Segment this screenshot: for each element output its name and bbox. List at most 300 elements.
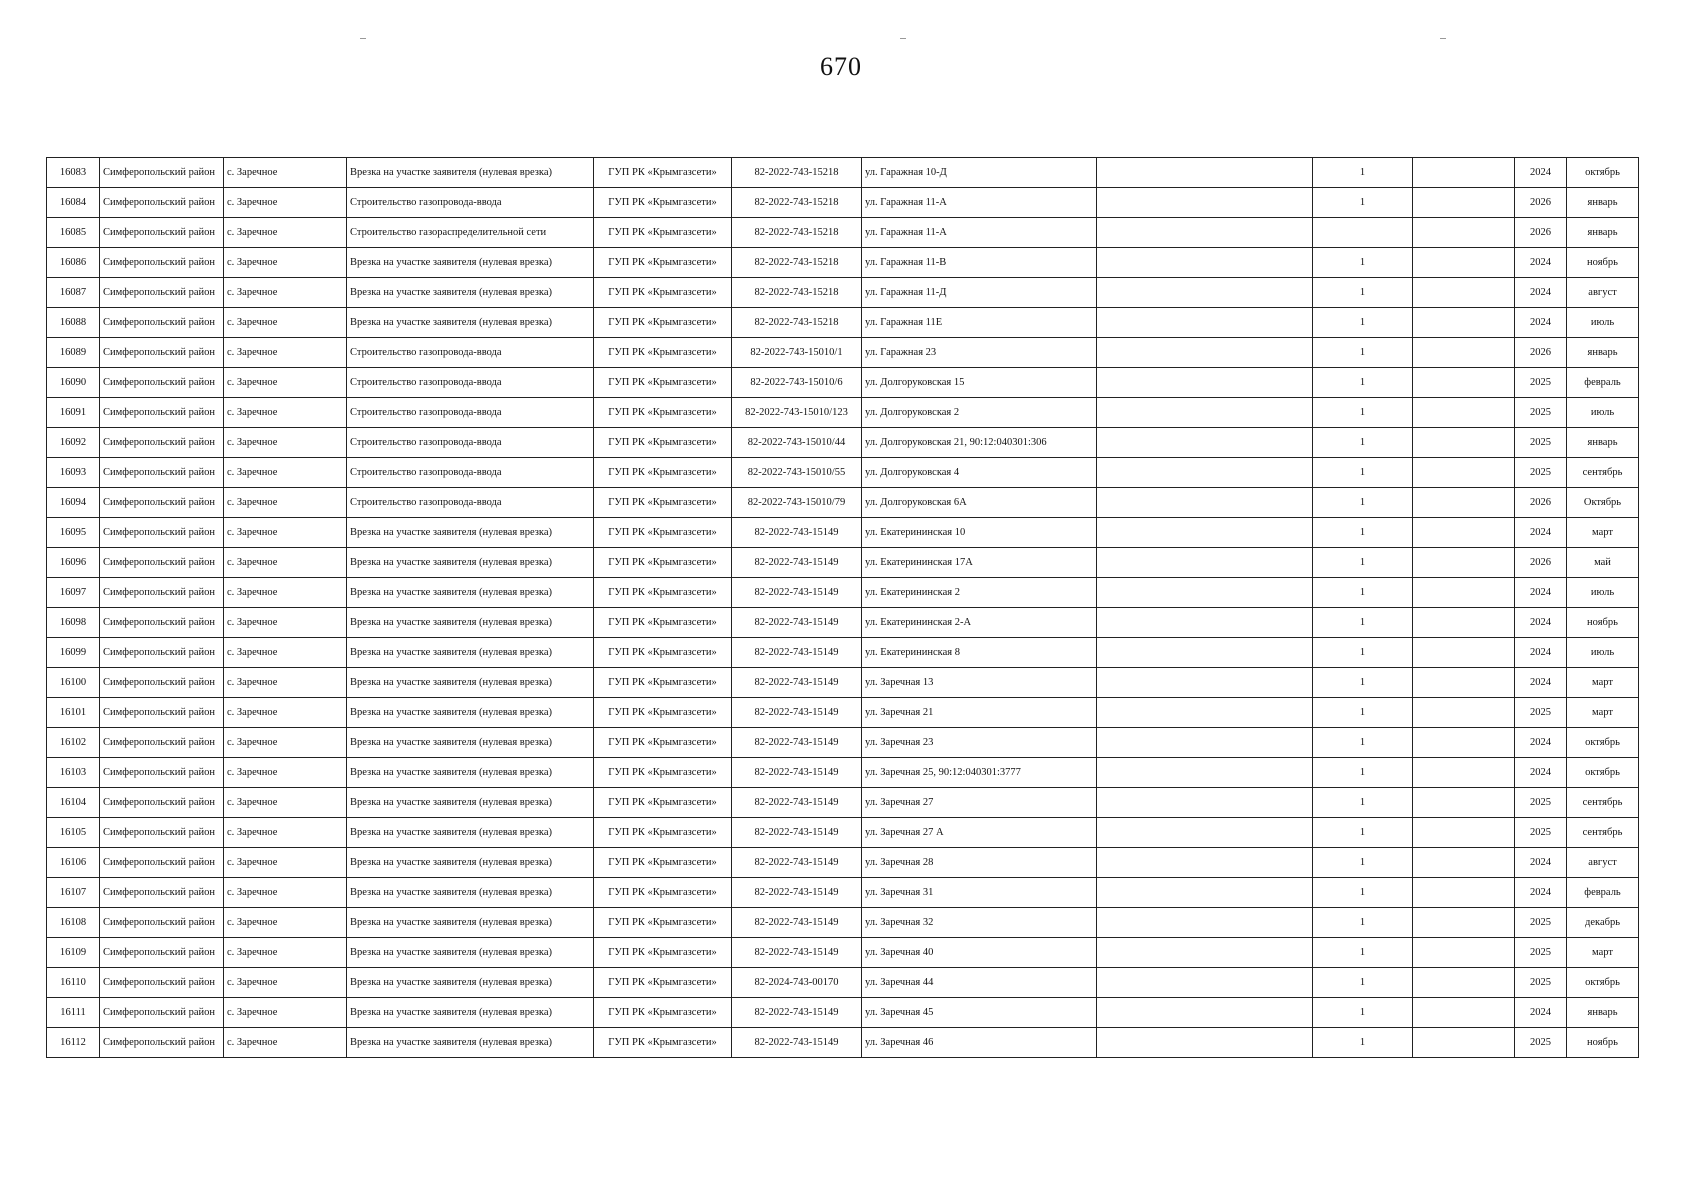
district-cell: Симферопольский район: [100, 938, 224, 968]
organization-cell: ГУП РК «Крымгазсети»: [594, 638, 732, 668]
district-cell: Симферопольский район: [100, 518, 224, 548]
organization-cell: ГУП РК «Крымгазсети»: [594, 248, 732, 278]
row-number-cell: 16087: [47, 278, 100, 308]
settlement-cell: с. Заречное: [224, 788, 347, 818]
scan-speck: [360, 38, 366, 39]
work-type-cell: Врезка на участке заявителя (нулевая врезка): [347, 248, 594, 278]
row-number-cell: 16096: [47, 548, 100, 578]
work-type-cell: Строительство газопровода-ввода: [347, 488, 594, 518]
year-cell: 2026: [1515, 488, 1567, 518]
work-type-cell: Врезка на участке заявителя (нулевая врезка): [347, 578, 594, 608]
work-type-cell: Врезка на участке заявителя (нулевая врезка): [347, 938, 594, 968]
month-cell: август: [1567, 848, 1639, 878]
application-code-cell: 82-2022-743-15149: [732, 638, 862, 668]
address-cell: ул. Долгоруковская 4: [862, 458, 1097, 488]
address-cell: ул. Гаражная 11-А: [862, 218, 1097, 248]
settlement-cell: с. Заречное: [224, 698, 347, 728]
application-code-cell: 82-2022-743-15149: [732, 1028, 862, 1058]
organization-cell: ГУП РК «Крымгазсети»: [594, 848, 732, 878]
row-number-cell: 16109: [47, 938, 100, 968]
district-cell: Симферопольский район: [100, 998, 224, 1028]
work-type-cell: Врезка на участке заявителя (нулевая врезка): [347, 608, 594, 638]
district-cell: Симферопольский район: [100, 338, 224, 368]
settlement-cell: с. Заречное: [224, 668, 347, 698]
table-row: [47, 848, 1639, 878]
year-cell: 2026: [1515, 188, 1567, 218]
settlement-cell: с. Заречное: [224, 548, 347, 578]
table-row: [47, 668, 1639, 698]
address-cell: ул. Гаражная 23: [862, 338, 1097, 368]
table-row: [47, 1028, 1639, 1058]
organization-cell: ГУП РК «Крымгазсети»: [594, 488, 732, 518]
blank-cell: [1413, 518, 1515, 548]
blank-cell: [1097, 338, 1313, 368]
district-cell: Симферопольский район: [100, 188, 224, 218]
settlement-cell: с. Заречное: [224, 608, 347, 638]
application-code-cell: 82-2022-743-15149: [732, 518, 862, 548]
organization-cell: ГУП РК «Крымгазсети»: [594, 578, 732, 608]
blank-cell: [1413, 818, 1515, 848]
organization-cell: ГУП РК «Крымгазсети»: [594, 458, 732, 488]
table-row: [47, 248, 1639, 278]
application-code-cell: 82-2022-743-15218: [732, 248, 862, 278]
organization-cell: ГУП РК «Крымгазсети»: [594, 158, 732, 188]
settlement-cell: с. Заречное: [224, 398, 347, 428]
district-cell: Симферопольский район: [100, 1028, 224, 1058]
blank-cell: [1413, 878, 1515, 908]
month-cell: октябрь: [1567, 758, 1639, 788]
application-code-cell: 82-2022-743-15010/123: [732, 398, 862, 428]
address-cell: ул. Заречная 31: [862, 878, 1097, 908]
blank-cell: [1413, 968, 1515, 998]
work-type-cell: Врезка на участке заявителя (нулевая врезка): [347, 758, 594, 788]
row-number-cell: 16110: [47, 968, 100, 998]
blank-cell: [1097, 788, 1313, 818]
quantity-cell: 1: [1313, 698, 1413, 728]
address-cell: ул. Заречная 45: [862, 998, 1097, 1028]
blank-cell: [1097, 188, 1313, 218]
blank-cell: [1097, 278, 1313, 308]
work-type-cell: Врезка на участке заявителя (нулевая врезка): [347, 998, 594, 1028]
district-cell: Симферопольский район: [100, 278, 224, 308]
address-cell: ул. Екатерининская 17А: [862, 548, 1097, 578]
table-row: [47, 818, 1639, 848]
year-cell: 2025: [1515, 398, 1567, 428]
application-code-cell: 82-2022-743-15218: [732, 158, 862, 188]
application-code-cell: 82-2022-743-15010/6: [732, 368, 862, 398]
organization-cell: ГУП РК «Крымгазсети»: [594, 668, 732, 698]
application-code-cell: 82-2024-743-00170: [732, 968, 862, 998]
application-code-cell: 82-2022-743-15149: [732, 908, 862, 938]
month-cell: май: [1567, 548, 1639, 578]
district-cell: Симферопольский район: [100, 698, 224, 728]
organization-cell: ГУП РК «Крымгазсети»: [594, 548, 732, 578]
district-cell: Симферопольский район: [100, 308, 224, 338]
blank-cell: [1097, 608, 1313, 638]
work-type-cell: Врезка на участке заявителя (нулевая врезка): [347, 1028, 594, 1058]
blank-cell: [1097, 1028, 1313, 1058]
work-type-cell: Строительство газопровода-ввода: [347, 188, 594, 218]
blank-cell: [1097, 578, 1313, 608]
district-cell: Симферопольский район: [100, 488, 224, 518]
table-row: [47, 908, 1639, 938]
district-cell: Симферопольский район: [100, 668, 224, 698]
work-type-cell: Врезка на участке заявителя (нулевая врезка): [347, 788, 594, 818]
table-row: [47, 968, 1639, 998]
blank-cell: [1413, 458, 1515, 488]
application-code-cell: 82-2022-743-15149: [732, 668, 862, 698]
year-cell: 2025: [1515, 938, 1567, 968]
address-cell: ул. Гаражная 11-В: [862, 248, 1097, 278]
table-row: [47, 728, 1639, 758]
organization-cell: ГУП РК «Крымгазсети»: [594, 518, 732, 548]
blank-cell: [1097, 248, 1313, 278]
blank-cell: [1413, 428, 1515, 458]
application-code-cell: 82-2022-743-15010/1: [732, 338, 862, 368]
table-row: [47, 398, 1639, 428]
work-type-cell: Врезка на участке заявителя (нулевая врезка): [347, 818, 594, 848]
quantity-cell: 1: [1313, 518, 1413, 548]
quantity-cell: 1: [1313, 938, 1413, 968]
address-cell: ул. Долгоруковская 2: [862, 398, 1097, 428]
settlement-cell: с. Заречное: [224, 638, 347, 668]
application-code-cell: 82-2022-743-15010/44: [732, 428, 862, 458]
row-number-cell: 16084: [47, 188, 100, 218]
row-number-cell: 16088: [47, 308, 100, 338]
blank-cell: [1413, 548, 1515, 578]
year-cell: 2026: [1515, 218, 1567, 248]
address-cell: ул. Заречная 25, 90:12:040301:3777: [862, 758, 1097, 788]
quantity-cell: 1: [1313, 848, 1413, 878]
table-row: [47, 608, 1639, 638]
district-cell: Симферопольский район: [100, 878, 224, 908]
month-cell: июль: [1567, 308, 1639, 338]
table-row: [47, 788, 1639, 818]
year-cell: 2024: [1515, 308, 1567, 338]
organization-cell: ГУП РК «Крымгазсети»: [594, 428, 732, 458]
blank-cell: [1413, 728, 1515, 758]
address-cell: ул. Заречная 46: [862, 1028, 1097, 1058]
blank-cell: [1097, 158, 1313, 188]
work-type-cell: Врезка на участке заявителя (нулевая врезка): [347, 878, 594, 908]
year-cell: 2024: [1515, 998, 1567, 1028]
blank-cell: [1097, 548, 1313, 578]
blank-cell: [1413, 248, 1515, 278]
application-code-cell: 82-2022-743-15218: [732, 308, 862, 338]
blank-cell: [1097, 938, 1313, 968]
quantity-cell: 1: [1313, 908, 1413, 938]
table-row: [47, 458, 1639, 488]
quantity-cell: 1: [1313, 548, 1413, 578]
register-table: [46, 157, 1639, 1058]
blank-cell: [1413, 398, 1515, 428]
settlement-cell: с. Заречное: [224, 368, 347, 398]
settlement-cell: с. Заречное: [224, 278, 347, 308]
application-code-cell: 82-2022-743-15149: [732, 848, 862, 878]
district-cell: Симферопольский район: [100, 458, 224, 488]
month-cell: март: [1567, 698, 1639, 728]
organization-cell: ГУП РК «Крымгазсети»: [594, 698, 732, 728]
organization-cell: ГУП РК «Крымгазсети»: [594, 938, 732, 968]
table-row: [47, 758, 1639, 788]
table-row: [47, 338, 1639, 368]
district-cell: Симферопольский район: [100, 608, 224, 638]
blank-cell: [1097, 968, 1313, 998]
row-number-cell: 16091: [47, 398, 100, 428]
organization-cell: ГУП РК «Крымгазсети»: [594, 878, 732, 908]
row-number-cell: 16090: [47, 368, 100, 398]
settlement-cell: с. Заречное: [224, 728, 347, 758]
year-cell: 2024: [1515, 248, 1567, 278]
address-cell: ул. Заречная 21: [862, 698, 1097, 728]
blank-cell: [1097, 458, 1313, 488]
quantity-cell: 1: [1313, 428, 1413, 458]
month-cell: июль: [1567, 578, 1639, 608]
row-number-cell: 16099: [47, 638, 100, 668]
application-code-cell: 82-2022-743-15218: [732, 218, 862, 248]
blank-cell: [1097, 668, 1313, 698]
blank-cell: [1097, 878, 1313, 908]
address-cell: ул. Заречная 27 А: [862, 818, 1097, 848]
district-cell: Симферопольский район: [100, 848, 224, 878]
application-code-cell: 82-2022-743-15149: [732, 998, 862, 1028]
year-cell: 2024: [1515, 758, 1567, 788]
settlement-cell: с. Заречное: [224, 518, 347, 548]
blank-cell: [1097, 308, 1313, 338]
blank-cell: [1413, 158, 1515, 188]
table-row: [47, 518, 1639, 548]
blank-cell: [1413, 188, 1515, 218]
organization-cell: ГУП РК «Крымгазсети»: [594, 278, 732, 308]
blank-cell: [1413, 218, 1515, 248]
blank-cell: [1097, 698, 1313, 728]
settlement-cell: с. Заречное: [224, 188, 347, 218]
month-cell: февраль: [1567, 878, 1639, 908]
work-type-cell: Врезка на участке заявителя (нулевая врезка): [347, 908, 594, 938]
row-number-cell: 16112: [47, 1028, 100, 1058]
table-row: [47, 308, 1639, 338]
address-cell: ул. Гаражная 10-Д: [862, 158, 1097, 188]
district-cell: Симферопольский район: [100, 248, 224, 278]
work-type-cell: Строительство газопровода-ввода: [347, 398, 594, 428]
settlement-cell: с. Заречное: [224, 488, 347, 518]
table-row: [47, 428, 1639, 458]
blank-cell: [1413, 278, 1515, 308]
settlement-cell: с. Заречное: [224, 758, 347, 788]
blank-cell: [1097, 368, 1313, 398]
district-cell: Симферопольский район: [100, 158, 224, 188]
quantity-cell: 1: [1313, 278, 1413, 308]
organization-cell: ГУП РК «Крымгазсети»: [594, 308, 732, 338]
district-cell: Симферопольский район: [100, 968, 224, 998]
organization-cell: ГУП РК «Крымгазсети»: [594, 1028, 732, 1058]
application-code-cell: 82-2022-743-15149: [732, 728, 862, 758]
settlement-cell: с. Заречное: [224, 968, 347, 998]
blank-cell: [1413, 998, 1515, 1028]
row-number-cell: 16097: [47, 578, 100, 608]
quantity-cell: 1: [1313, 578, 1413, 608]
year-cell: 2024: [1515, 608, 1567, 638]
address-cell: ул. Екатерининская 8: [862, 638, 1097, 668]
quantity-cell: [1313, 218, 1413, 248]
organization-cell: ГУП РК «Крымгазсети»: [594, 218, 732, 248]
application-code-cell: 82-2022-743-15010/55: [732, 458, 862, 488]
quantity-cell: 1: [1313, 1028, 1413, 1058]
address-cell: ул. Долгоруковская 6А: [862, 488, 1097, 518]
quantity-cell: 1: [1313, 668, 1413, 698]
row-number-cell: 16093: [47, 458, 100, 488]
application-code-cell: 82-2022-743-15149: [732, 758, 862, 788]
table-row: [47, 188, 1639, 218]
year-cell: 2024: [1515, 278, 1567, 308]
blank-cell: [1413, 638, 1515, 668]
blank-cell: [1097, 428, 1313, 458]
table-row: [47, 578, 1639, 608]
blank-cell: [1413, 368, 1515, 398]
month-cell: сентябрь: [1567, 788, 1639, 818]
district-cell: Симферопольский район: [100, 638, 224, 668]
settlement-cell: с. Заречное: [224, 428, 347, 458]
address-cell: ул. Заречная 23: [862, 728, 1097, 758]
year-cell: 2025: [1515, 458, 1567, 488]
month-cell: январь: [1567, 188, 1639, 218]
quantity-cell: 1: [1313, 308, 1413, 338]
blank-cell: [1413, 338, 1515, 368]
row-number-cell: 16105: [47, 818, 100, 848]
work-type-cell: Строительство газопровода-ввода: [347, 368, 594, 398]
month-cell: январь: [1567, 338, 1639, 368]
quantity-cell: 1: [1313, 458, 1413, 488]
year-cell: 2024: [1515, 578, 1567, 608]
work-type-cell: Строительство газопровода-ввода: [347, 338, 594, 368]
quantity-cell: 1: [1313, 338, 1413, 368]
month-cell: октябрь: [1567, 728, 1639, 758]
work-type-cell: Врезка на участке заявителя (нулевая врезка): [347, 158, 594, 188]
quantity-cell: 1: [1313, 158, 1413, 188]
settlement-cell: с. Заречное: [224, 818, 347, 848]
month-cell: ноябрь: [1567, 608, 1639, 638]
blank-cell: [1097, 488, 1313, 518]
quantity-cell: 1: [1313, 368, 1413, 398]
blank-cell: [1413, 848, 1515, 878]
blank-cell: [1413, 668, 1515, 698]
month-cell: август: [1567, 278, 1639, 308]
blank-cell: [1097, 758, 1313, 788]
application-code-cell: 82-2022-743-15149: [732, 938, 862, 968]
settlement-cell: с. Заречное: [224, 158, 347, 188]
district-cell: Симферопольский район: [100, 218, 224, 248]
settlement-cell: с. Заречное: [224, 578, 347, 608]
quantity-cell: 1: [1313, 188, 1413, 218]
address-cell: ул. Заречная 40: [862, 938, 1097, 968]
blank-cell: [1097, 998, 1313, 1028]
address-cell: ул. Заречная 28: [862, 848, 1097, 878]
blank-cell: [1413, 608, 1515, 638]
row-number-cell: 16092: [47, 428, 100, 458]
blank-cell: [1097, 908, 1313, 938]
settlement-cell: с. Заречное: [224, 848, 347, 878]
month-cell: Октябрь: [1567, 488, 1639, 518]
scan-speck: [900, 38, 906, 39]
blank-cell: [1413, 908, 1515, 938]
application-code-cell: 82-2022-743-15149: [732, 608, 862, 638]
year-cell: 2025: [1515, 908, 1567, 938]
row-number-cell: 16083: [47, 158, 100, 188]
month-cell: сентябрь: [1567, 458, 1639, 488]
work-type-cell: Строительство газопровода-ввода: [347, 458, 594, 488]
blank-cell: [1097, 398, 1313, 428]
application-code-cell: 82-2022-743-15218: [732, 278, 862, 308]
quantity-cell: 1: [1313, 878, 1413, 908]
row-number-cell: 16100: [47, 668, 100, 698]
month-cell: октябрь: [1567, 158, 1639, 188]
application-code-cell: 82-2022-743-15149: [732, 698, 862, 728]
month-cell: январь: [1567, 998, 1639, 1028]
application-code-cell: 82-2022-743-15149: [732, 788, 862, 818]
application-code-cell: 82-2022-743-15149: [732, 578, 862, 608]
table-row: [47, 368, 1639, 398]
table-row: [47, 158, 1639, 188]
year-cell: 2025: [1515, 368, 1567, 398]
blank-cell: [1097, 638, 1313, 668]
blank-cell: [1413, 308, 1515, 338]
address-cell: ул. Гаражная 11Е: [862, 308, 1097, 338]
month-cell: сентябрь: [1567, 818, 1639, 848]
table-row: [47, 998, 1639, 1028]
work-type-cell: Врезка на участке заявителя (нулевая врезка): [347, 638, 594, 668]
row-number-cell: 16102: [47, 728, 100, 758]
month-cell: октябрь: [1567, 968, 1639, 998]
blank-cell: [1413, 788, 1515, 818]
table-row: [47, 278, 1639, 308]
settlement-cell: с. Заречное: [224, 908, 347, 938]
work-type-cell: Врезка на участке заявителя (нулевая врезка): [347, 698, 594, 728]
year-cell: 2024: [1515, 878, 1567, 908]
month-cell: март: [1567, 938, 1639, 968]
row-number-cell: 16098: [47, 608, 100, 638]
blank-cell: [1413, 938, 1515, 968]
district-cell: Симферопольский район: [100, 818, 224, 848]
district-cell: Симферопольский район: [100, 728, 224, 758]
address-cell: ул. Заречная 27: [862, 788, 1097, 818]
application-code-cell: 82-2022-743-15149: [732, 878, 862, 908]
organization-cell: ГУП РК «Крымгазсети»: [594, 728, 732, 758]
work-type-cell: Врезка на участке заявителя (нулевая врезка): [347, 848, 594, 878]
work-type-cell: Врезка на участке заявителя (нулевая врезка): [347, 968, 594, 998]
blank-cell: [1413, 1028, 1515, 1058]
settlement-cell: с. Заречное: [224, 1028, 347, 1058]
month-cell: январь: [1567, 218, 1639, 248]
organization-cell: ГУП РК «Крымгазсети»: [594, 908, 732, 938]
district-cell: Симферопольский район: [100, 548, 224, 578]
row-number-cell: 16101: [47, 698, 100, 728]
blank-cell: [1413, 698, 1515, 728]
row-number-cell: 16104: [47, 788, 100, 818]
page-number: 670: [820, 52, 862, 81]
district-cell: Симферопольский район: [100, 398, 224, 428]
address-cell: ул. Екатерининская 2-А: [862, 608, 1097, 638]
blank-cell: [1097, 518, 1313, 548]
address-cell: ул. Долгоруковская 21, 90:12:040301:306: [862, 428, 1097, 458]
quantity-cell: 1: [1313, 788, 1413, 818]
organization-cell: ГУП РК «Крымгазсети»: [594, 188, 732, 218]
month-cell: июль: [1567, 398, 1639, 428]
organization-cell: ГУП РК «Крымгазсети»: [594, 338, 732, 368]
year-cell: 2025: [1515, 1028, 1567, 1058]
application-code-cell: 82-2022-743-15149: [732, 818, 862, 848]
district-cell: Симферопольский район: [100, 908, 224, 938]
address-cell: ул. Гаражная 11-А: [862, 188, 1097, 218]
